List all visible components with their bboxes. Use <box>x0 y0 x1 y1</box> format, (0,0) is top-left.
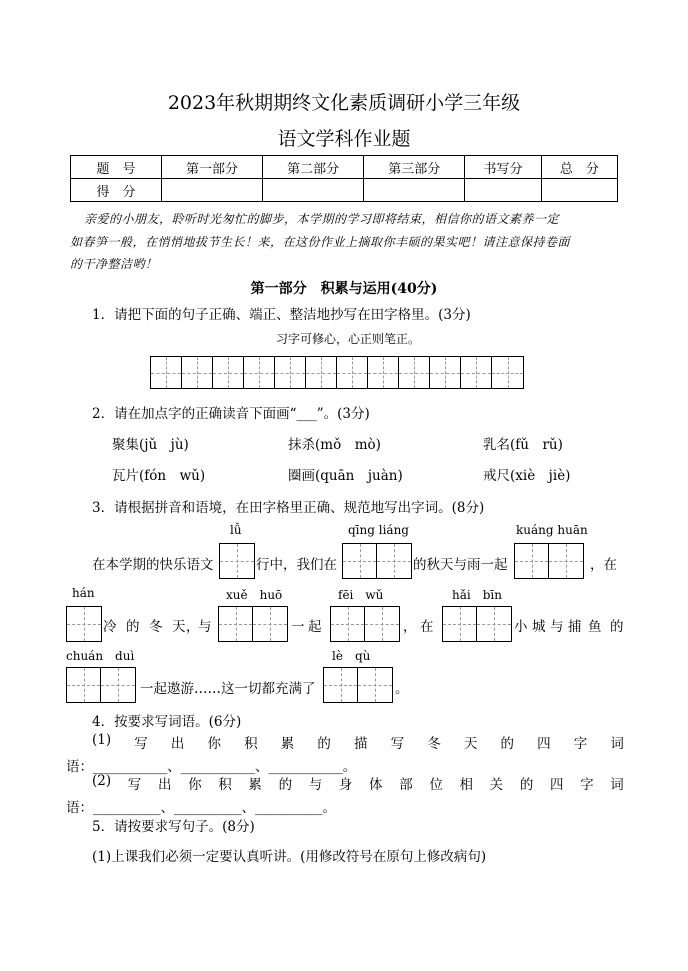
context-char: 冷 <box>103 619 117 635</box>
doc-subtitle: 语文学科作业题 <box>277 128 411 150</box>
answer-box[interactable] <box>442 606 512 642</box>
q4-char: 你 <box>207 736 221 752</box>
q4-char: 相 <box>459 777 473 793</box>
intro-line: 如春笋一般，在悄悄地拔节生长！来，在这份作业上摘取你丰硕的果实吧！请注意保持卷面 <box>70 235 571 249</box>
q4-char: 词 <box>610 777 624 793</box>
pinyin-hint: chuán duì <box>66 649 135 663</box>
answer-line[interactable]: 语：__________、__________、__________。 <box>66 800 336 816</box>
score-label: 得 分 <box>71 179 162 202</box>
pinyin-hint: xuě huō <box>226 588 283 602</box>
score-header: 第二部分 <box>263 156 364 179</box>
q4-char: 与 <box>308 777 323 793</box>
pinyin-choice[interactable]: 抹杀(mǒ mò) <box>288 437 381 453</box>
score-header: 第三部分 <box>364 156 465 179</box>
q4-char: 的 <box>519 777 534 793</box>
q4-char: 描 <box>354 736 368 752</box>
q4-char: 天 <box>463 736 478 752</box>
q4-char: 积 <box>218 777 232 793</box>
q4-char: 累 <box>248 777 262 793</box>
q4-char: 累 <box>280 736 295 752</box>
doc-title: 2023年秋期期终文化素质调研小学三年级 <box>167 92 521 114</box>
pinyin-choice[interactable]: 聚集(jǔ jù) <box>112 437 189 453</box>
context-text: ，在 <box>590 557 617 573</box>
answer-box[interactable] <box>342 543 412 579</box>
q4-char: 出 <box>170 736 185 752</box>
context-char: 一 <box>291 619 305 635</box>
answer-box[interactable] <box>514 543 584 579</box>
pinyin-choice[interactable]: 乳名(fǔ rǔ) <box>483 437 563 453</box>
answer-box[interactable] <box>66 606 102 642</box>
pinyin-hint: qīng liáng <box>348 523 409 537</box>
q4-char: 关 <box>489 777 504 793</box>
q4-char: 四 <box>537 736 551 752</box>
q4-char: (1) <box>92 732 112 748</box>
context-char: 天 <box>172 619 186 635</box>
q4-char: 积 <box>244 736 258 752</box>
context-text: 的秋天与雨一起 <box>413 557 508 573</box>
q4-char: 身 <box>338 777 353 793</box>
score-cell[interactable] <box>465 179 541 202</box>
score-cell[interactable] <box>162 179 263 202</box>
answer-line[interactable]: 语：___________、___________、___________。 <box>66 759 357 775</box>
q4-char: 的 <box>317 736 331 752</box>
q4-char: 你 <box>188 777 202 793</box>
context-char: 小 <box>514 619 528 635</box>
q4-sub2 <box>92 773 624 793</box>
q4-char: 的 <box>500 736 514 752</box>
pinyin-choice[interactable]: 瓦片(fón wǔ) <box>112 468 206 484</box>
score-header: 题 号 <box>71 156 162 179</box>
grid-cell[interactable] <box>399 357 430 388</box>
answer-box[interactable] <box>218 606 288 642</box>
context-text: 在本学期的快乐语文 <box>92 557 214 573</box>
context-char: 与 <box>550 619 564 635</box>
q4-char: 写 <box>127 777 142 793</box>
context-char: 在 <box>420 619 434 635</box>
q4-char: 字 <box>573 736 588 752</box>
pinyin-hint: fēi wǔ <box>338 588 384 602</box>
score-cell[interactable] <box>263 179 364 202</box>
grid-cell[interactable] <box>430 357 461 388</box>
context-text: 一起遨游……这一切都充满了 <box>140 681 316 697</box>
q4-char: 位 <box>429 777 443 793</box>
context-char: 的 <box>126 619 140 635</box>
context-char: 与 <box>198 619 212 635</box>
score-table <box>70 155 618 202</box>
q4-char: 冬 <box>427 736 441 752</box>
score-header: 第一部分 <box>162 156 263 179</box>
section-title: 第一部分 积累与运用(40分) <box>250 281 438 297</box>
q4-char: 词 <box>610 736 624 752</box>
context-char: ， <box>403 619 417 635</box>
score-cell[interactable] <box>364 179 465 202</box>
context-char: 的 <box>610 619 624 635</box>
question-4: 4．按要求写词语。(6分) <box>92 714 242 730</box>
pinyin-hint: lè qù <box>332 649 371 663</box>
context-char: 起 <box>308 619 322 635</box>
q4-char: 出 <box>157 777 172 793</box>
pinyin-choice[interactable]: 戒尺(xiè jiè) <box>483 468 571 484</box>
answer-box[interactable] <box>66 667 136 703</box>
answer-box[interactable] <box>219 543 255 579</box>
grid-cell[interactable] <box>151 357 182 388</box>
q4-char: 写 <box>390 736 405 752</box>
grid-cell[interactable] <box>182 357 213 388</box>
q5-sub1: (1)上课我们必须一定要认真听讲。(用修改符号在原句上修改病句) <box>92 849 487 865</box>
context-char: ， <box>186 619 200 635</box>
q4-char: 部 <box>399 777 413 793</box>
context-char: 城 <box>532 619 546 635</box>
context-char: 冬 <box>149 619 163 635</box>
q4-char: 体 <box>369 777 383 793</box>
pinyin-hint: hǎi bīn <box>452 588 502 602</box>
q4-char: 写 <box>134 736 148 752</box>
context-text: 。 <box>395 681 409 697</box>
grid-cell[interactable] <box>337 357 368 388</box>
grid-cell[interactable] <box>368 357 399 388</box>
score-header: 总 分 <box>541 156 617 179</box>
score-cell[interactable] <box>541 179 617 202</box>
context-char: 捕 <box>568 619 582 635</box>
context-text: 行中，我们在 <box>256 557 337 573</box>
grid-cell[interactable] <box>244 357 275 388</box>
writing-grid[interactable] <box>150 356 524 389</box>
pinyin-hint: lǚ <box>230 523 242 537</box>
score-table-value-row <box>71 179 618 202</box>
question-2: 2．请在加点字的正确读音下面画“___”。(3分) <box>92 406 370 422</box>
answer-box[interactable] <box>323 667 393 703</box>
q4-char: 的 <box>278 777 293 793</box>
question-3: 3．请根据拼音和语境，在田字格里正确、规范地写出字词。(8分) <box>92 500 485 516</box>
grid-cell[interactable] <box>213 357 244 388</box>
question-1: 1．请把下面的句子正确、端正、整洁地抄写在田字格里。(3分) <box>92 307 471 323</box>
context-char: 鱼 <box>588 619 602 635</box>
score-table-header-row <box>71 156 618 179</box>
intro-line: 的干净整洁哟！ <box>70 257 158 271</box>
q4-char: 字 <box>580 777 594 793</box>
intro-line: 亲爱的小朋友，聆听时光匆忙的脚步，本学期的学习即将结束，相信你的语文素养一定 <box>84 212 560 226</box>
pinyin-hint: kuáng huān <box>516 523 588 537</box>
grid-cell[interactable] <box>306 357 337 388</box>
q4-char: (2) <box>92 773 112 789</box>
question-5: 5．请按要求写句子。(8分) <box>92 819 255 835</box>
answer-box[interactable] <box>330 606 400 642</box>
pinyin-choice[interactable]: 圈画(quān juàn) <box>288 468 403 484</box>
model-sentence: 习字可修心，心正则笔正。 <box>276 332 421 346</box>
grid-cell[interactable] <box>492 357 523 388</box>
q4-sub1 <box>92 732 624 752</box>
score-header: 书写分 <box>465 156 541 179</box>
q4-char: 四 <box>549 777 564 793</box>
pinyin-hint: hán <box>72 586 95 600</box>
grid-cell[interactable] <box>275 357 306 388</box>
grid-cell[interactable] <box>461 357 492 388</box>
